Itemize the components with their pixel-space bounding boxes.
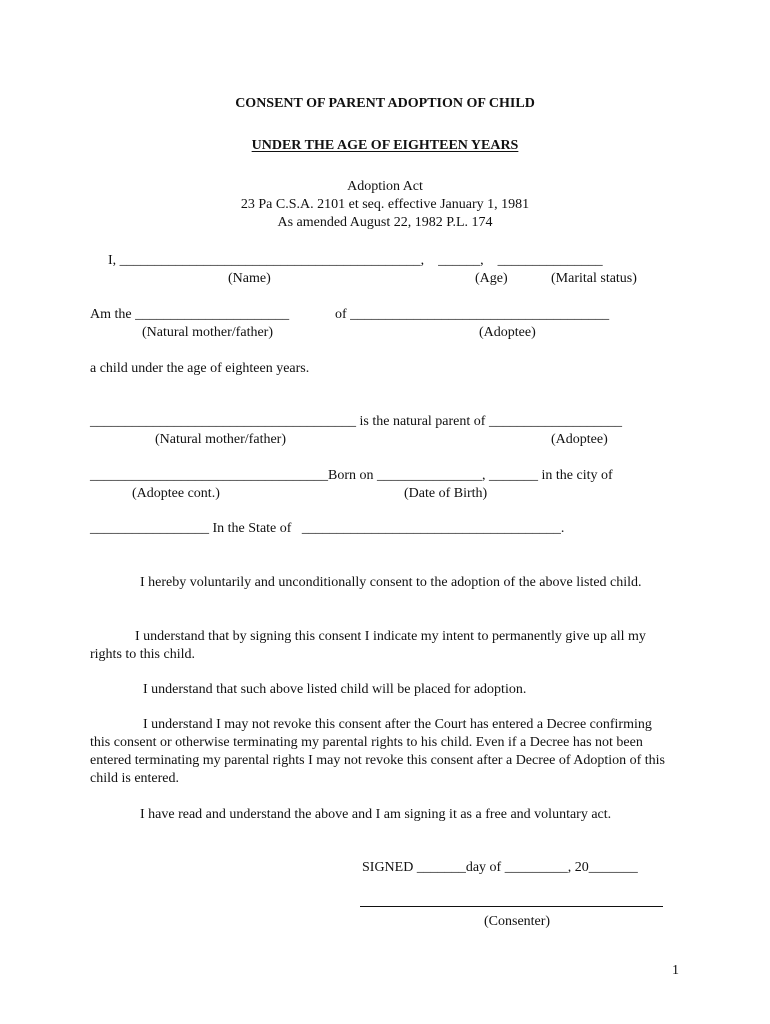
marital-status-label: (Marital status) — [551, 271, 637, 286]
document-subtitle — [0, 137, 770, 154]
rights-paragraph-text: I understand that by signing this consent I indicate my intent to permanently give up all my rights to this child. — [90, 629, 646, 662]
placement-paragraph — [90, 681, 660, 699]
name-label: (Name) — [228, 271, 271, 286]
date-of-birth-label: (Date of Birth) — [404, 486, 488, 501]
child-age-statement: a child under the age of eighteen years. — [90, 361, 310, 376]
act-name: Adoption Act — [347, 179, 423, 194]
consent-paragraph-text: I hereby voluntarily and unconditionally consent to the adoption of the above listed child. — [140, 575, 642, 590]
consenter-label: (Consenter) — [484, 914, 551, 929]
page-number: 1 — [672, 963, 679, 978]
act-amended: As amended August 22, 1982 P.L. 174 — [277, 215, 493, 230]
adoptee-cont-label: (Adoptee cont.) — [132, 486, 220, 501]
consent-paragraph — [90, 574, 660, 592]
adoptee-label-2: (Adoptee) — [551, 432, 608, 447]
revocation-paragraph-text: I understand I may not revoke this consent after the Court has entered a Decree confirming this consent or otherwise terminating my parental rights to his child. Even if a Decree has not been entered terminating my parental rights I may not revoke this consent after a Decree of Adoption of this child is entered. — [90, 717, 665, 786]
revocation-paragraph — [90, 716, 672, 788]
of-adoptee-line: of _____________________________________ — [335, 307, 610, 322]
born-on-line: __________________________________Born on _______________, _______ in the city of — [90, 468, 613, 483]
voluntary-act-paragraph-text: I have read and understand the above and I am signing it as a free and voluntary act. — [140, 807, 612, 822]
natural-parent-line: ______________________________________ is the natural parent of ___________________ — [90, 414, 622, 429]
act-citation: 23 Pa C.S.A. 2101 et seq. effective January 1, 1981 — [240, 197, 530, 212]
am-the-line: Am the ______________________ — [90, 307, 290, 322]
consenter-signature-line — [360, 906, 663, 907]
natural-parent-label: (Natural mother/father) — [142, 325, 273, 340]
adoptee-label: (Adoptee) — [479, 325, 536, 340]
signed-date-line: SIGNED _______day of _________, 20_______ — [362, 860, 638, 875]
voluntary-act-paragraph — [90, 806, 670, 824]
document-title: CONSENT OF PARENT ADOPTION OF CHILD — [235, 96, 535, 111]
state-line: _________________ In the State of _____________________________________. — [90, 521, 565, 536]
age-label: (Age) — [475, 271, 508, 286]
subtitle-text: UNDER THE AGE OF EIGHTEEN YEARS — [251, 138, 519, 153]
name-age-marital-line: I, ___________________________________________, ______, _______________ — [108, 253, 603, 268]
natural-parent-label-2: (Natural mother/father) — [155, 432, 286, 447]
rights-paragraph — [90, 628, 670, 664]
placement-paragraph-text: I understand that such above listed child will be placed for adoption. — [143, 682, 527, 697]
